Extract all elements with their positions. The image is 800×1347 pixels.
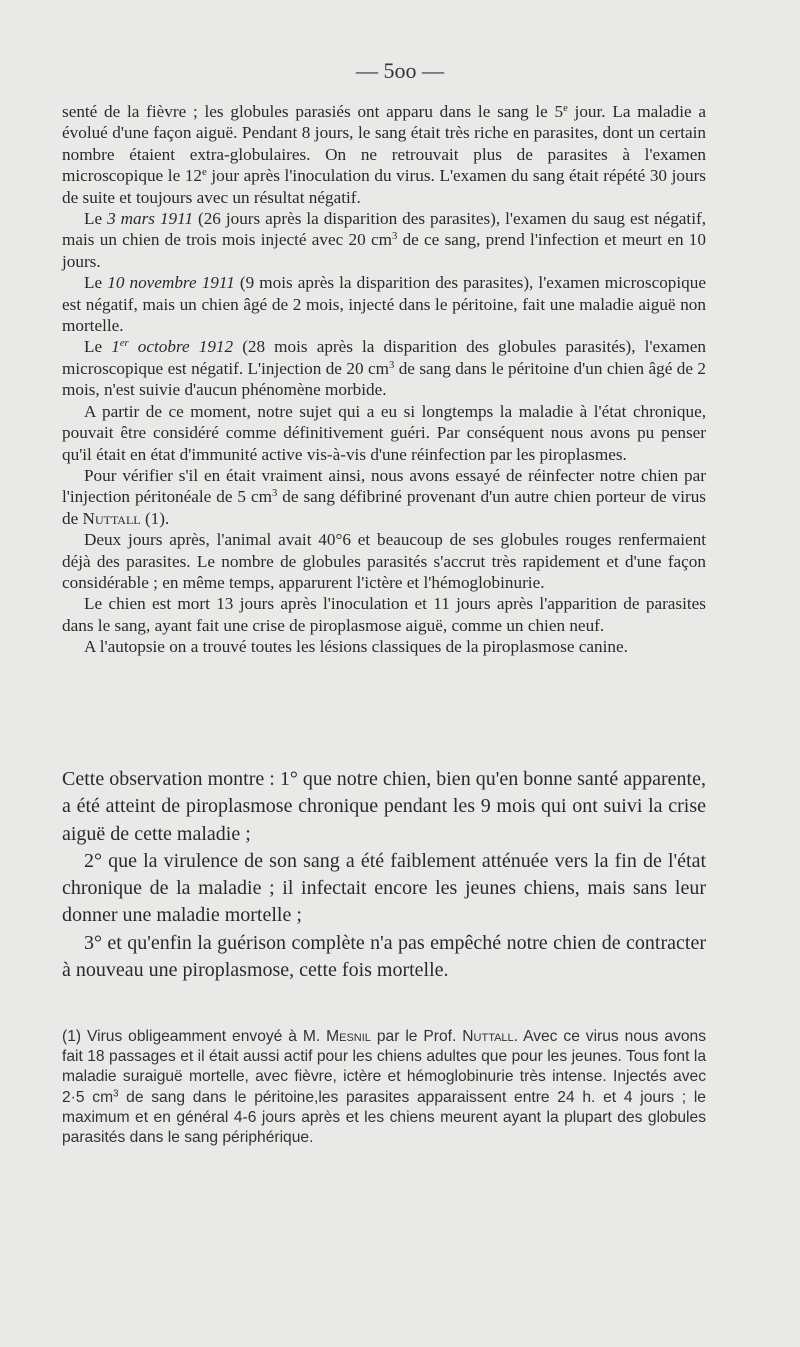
body-text-small	[62, 101, 706, 658]
conclusion-text	[62, 766, 706, 984]
paragraph-4: Le 1er octobre 1912 (28 mois après la disparition des globules parasités), l'examen microscopique est négatif. L'injection de 20 $cm^3$ de sang dans le péritoine d'un chien âgé de 2 mois, n'est suivie d'aucun phénomène morbide.	[62, 337, 706, 400]
paragraph-8: Le chien est mort 13 jours après l'inoculation et 11 jours après l'apparition de parasites dans le sang, ayant fait une crise de piroplasmose aiguë, comme un chien neuf.	[62, 594, 706, 635]
paragraph-1: senté de la fièvre ; les globules parasiés ont apparu dans le sang le 5e jour. La maladie a évolué d'une façon aiguë. Pendant 8 jours, le sang était très riche en parasites, dont un certain nombre étaient extra-globulaires. On ne retrouvait plus de parasites à l'examen microscopique le 12e jour après l'inoculation du virus. L'examen du sang était répété 30 jours de suite et toujours avec un résultat négatif.	[62, 102, 706, 207]
paragraph-7: Deux jours après, l'animal avait 40°6 et beaucoup de ses globules rouges renfermaient déjà des parasites. Le nombre de globules parasités s'accrut très rapidement et d'une façon considérable ; en même temps, apparurent l'ictère et l'hémoglobinurie.	[62, 530, 706, 592]
conclusion-1: Cette observation montre : 1° que notre chien, bien qu'en bonne santé apparente, a été atteint de piroplasmose chronique pendant les 9 mois qui ont suivi la crise aiguë de cette maladie ;	[62, 768, 706, 845]
paragraph-3: Le 10 novembre 1911 (9 mois après la disparition des parasites), l'examen microscopique est négatif, mais un chien âgé de 2 mois, injecté dans le péritoine, fait une maladie aiguë non mortelle.	[62, 273, 706, 336]
conclusion-3: 3° et qu'enfin la guérison complète n'a pas empêché notre chien de contracter à nouveau une piroplasmose, cette fois mortelle.	[62, 931, 706, 982]
paragraph-9: A l'autopsie on a trouvé toutes les lésions classiques de la piroplasmose canine.	[84, 637, 628, 657]
paragraph-2: Le 3 mars 1911 (26 jours après la disparition des parasites), l'examen du saug est négatif, mais un chien de trois mois injecté avec 20 $cm^3$ de ce sang, prend l'infection et meurt en 10 jours.	[62, 209, 706, 271]
footnote-text: (1) Virus obligeamment envoyé à M. Mesnil par le Prof. Nuttall. Avec ce virus nous avons fait 18 passages et il était aussi actif pour les chiens adultes que pour les jeunes. Tous font la maladie suraiguë mortelle, avec fièvre, ictère et hémoglobinurie très intense. Injectés avec 2·5 $cm^3$ de sang dans le péritoine,les parasites apparaissent entre 24 h. et 4 jours ; le maximum et en général 4-6 jours après et les chiens meurent ayant la plupart des globules parasités dans le sang périphérique.	[62, 1028, 707, 1147]
footnote	[62, 1027, 706, 1148]
conclusion-2: 2° que la virulence de son sang a été faiblement atténuée vers la fin de l'état chronique de la maladie ; il infectait encore les jeunes chiens, mais sans leur donner une maladie mortelle ;	[62, 849, 706, 927]
page-number: — 5oo —	[356, 58, 444, 83]
paragraph-6: Pour vérifier s'il en était vraiment ainsi, nous avons essayé de réinfecter notre chien par l'injection péritonéale de 5 $cm^3$ de sang défibriné provenant d'un autre chien porteur de virus de Nuttall (1).	[62, 465, 706, 528]
paragraph-5: A partir de ce moment, notre sujet qui a eu si longtemps la maladie à l'état chronique, pouvait être considéré comme définitivement guéri. Par conséquent nous avons pu penser qu'il était en état d'immunité active vis-à-vis d'une réinfection par les piroplasmes.	[62, 401, 706, 464]
